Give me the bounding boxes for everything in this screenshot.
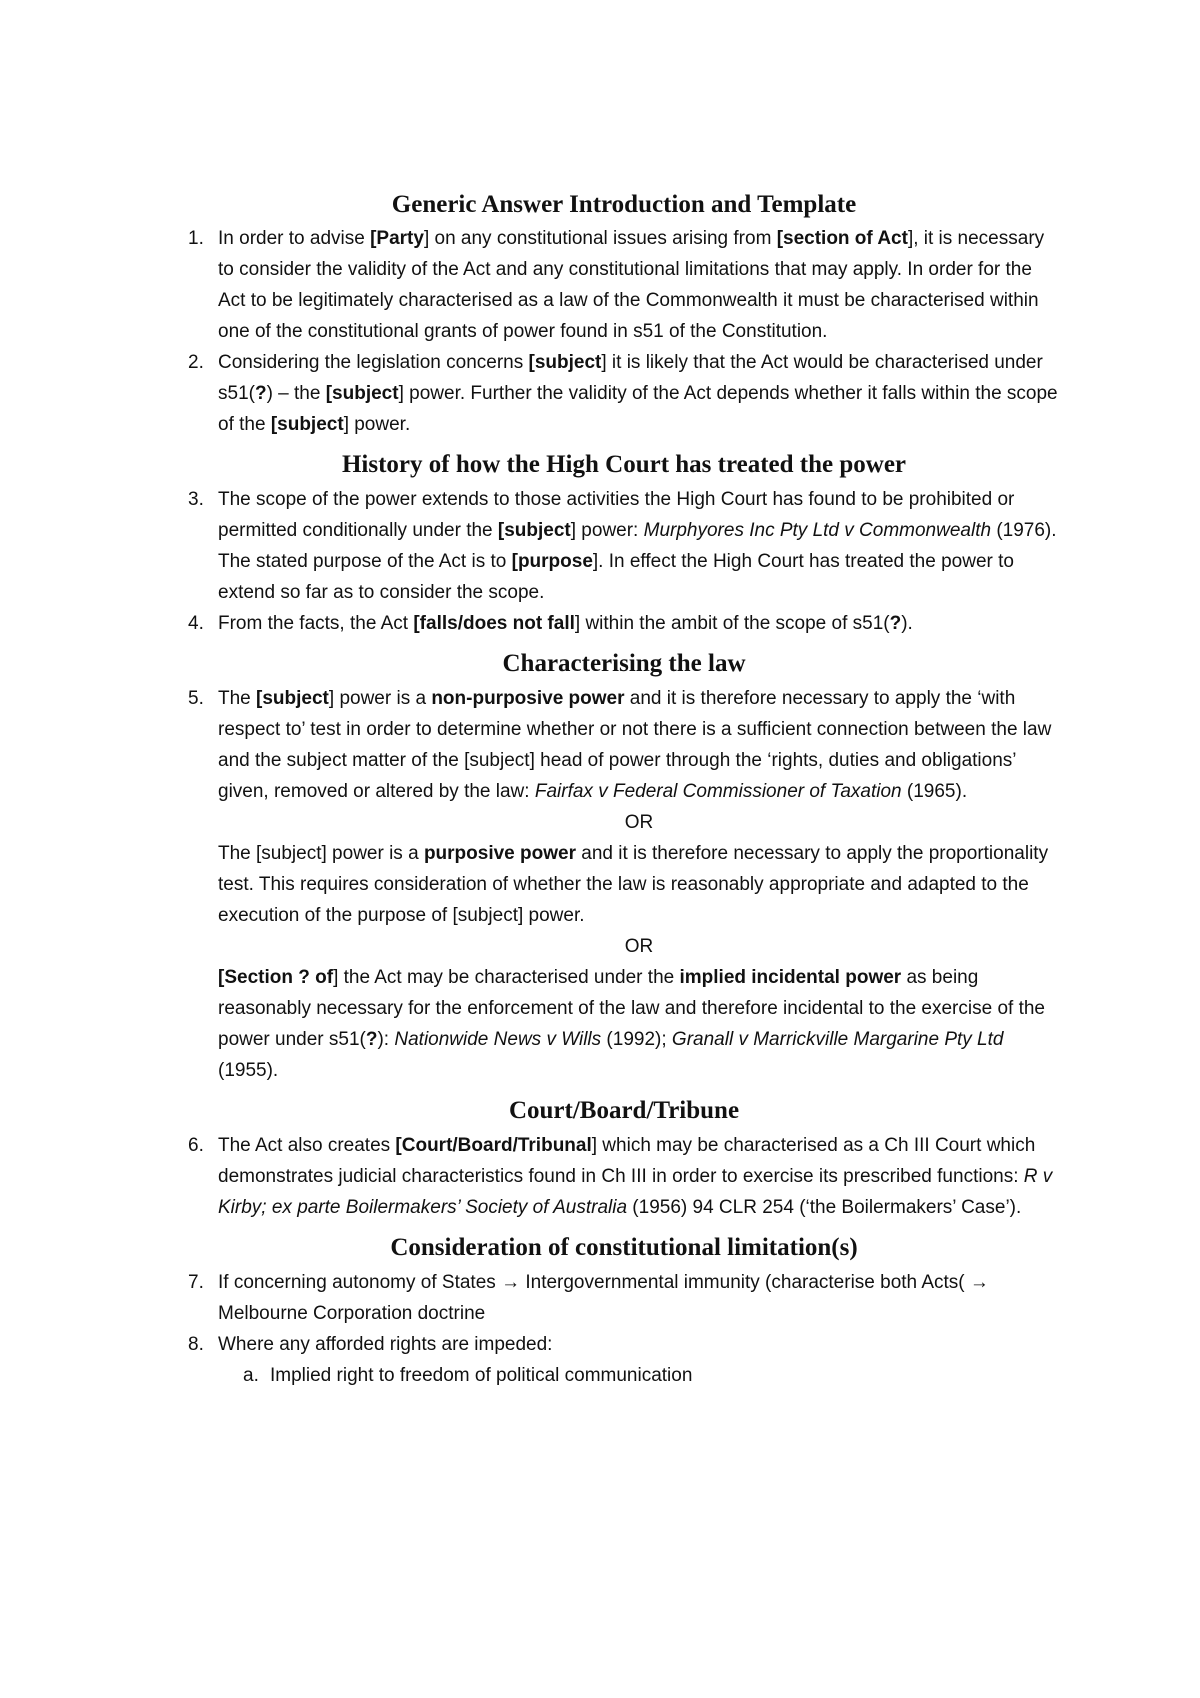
document-body [188,190,1060,1391]
case-citation: Nationwide News v Wills [394,1029,602,1050]
heading-history: History of how the High Court has treated the power [341,451,907,478]
paragraph-incidental: [Section ? of] the Act may be characterised under the implied incidental power as being reasonably necessary for the enforcement of the law and therefore incidental to the exercise of the power under s51(?): Nationwide News v Wills (1992); Granall v Marrickville Margarine Pty Ltd (1955). [218,967,1045,1081]
case-citation: Granall v Marrickville Margarine Pty Ltd [671,1029,1004,1050]
heading-court-board: Court/Board/Tribune [508,1097,740,1124]
item-number: 7. [188,1272,204,1293]
arrow-right-icon: → [969,1272,989,1293]
heading-characterising: Characterising the law [502,650,746,677]
list-item-5: 5. The [subject] power is a non-purposive power and it is therefore necessary to apply the ‘with respect to’ test in order to determine whether or not there is a sufficient connection between the law and the subject matter of the [subject] head of power through the ‘rights, duties and obligations’ given, removed or altered by the law: Fairfax v Federal Commissioner of Taxation (1965). [188,683,1060,807]
item-number: 2. [188,352,204,373]
item-number: 1. [188,228,204,249]
item-number: 4. [188,613,204,634]
list-item-1: 1. In order to advise [Party] on any constitutional issues arising from [section of Act], it is necessary to consider the validity of the Act and any constitutional limitations that may apply. In order for the Act to be legitimately characterised as a law of the Commonwealth it must be characterised within one of the constitutional grants of power found in s51 of the Constitution. [188,223,1060,347]
list-item-8: 8. Where any afforded rights are impeded: [188,1329,1060,1360]
item-number: 6. [188,1135,204,1156]
arrow-right-icon: → [501,1272,521,1293]
item-number: 3. [188,489,204,510]
list-item-4: 4. From the facts, the Act [falls/does not fall] within the ambit of the scope of s51(?). [188,608,1060,639]
item-number: 5. [188,688,204,709]
list-item-3: 3. The scope of the power extends to those activities the High Court has found to be prohibited or permitted conditionally under the [subject] power: Murphyores Inc Pty Ltd v Commonwealth (1976). The stated purpose of the Act is to [purpose]. In effect the High Court has treated the power to extend so far as to consider the scope. [188,484,1060,608]
or-separator: OR [624,812,654,833]
item-number: 8. [188,1334,204,1355]
list-item-6: 6. The Act also creates [Court/Board/Tribunal] which may be characterised as a Ch III Court which demonstrates judicial characteristics found in Ch III in order to exercise its prescribed functions: R v Kirby; ex parte Boilermakers’ Society of Australia (1956) 94 CLR 254 (‘the Boilermakers’ Case’). [188,1130,1060,1223]
item-letter: a. [243,1365,259,1386]
case-citation: Fairfax v Federal Commissioner of Taxation [534,781,902,802]
list-item-2: 2. Considering the legislation concerns [subject] it is likely that the Act would be characterised under s51(?) – the [subject] power. Further the validity of the Act depends whether it falls within the scope of the [subject] power. [188,347,1060,440]
heading-generic-answer: Generic Answer Introduction and Template [391,191,857,218]
paragraph-purposive: The [subject] power is a purposive power and it is therefore necessary to apply the proportionality test. This requires consideration of whether the law is reasonably appropriate and adapted to the execution of the purpose of [subject] power. [218,843,1049,926]
list-item-7: 7. If concerning autonomy of States → Intergovernmental immunity (characterise both Acts( → Melbourne Corporation doctrine [188,1267,1060,1329]
case-citation: R v Kirby; ex parte Boilermakers’ Society of Australia [218,1166,1053,1218]
heading-limitations: Consideration of constitutional limitation(s) [390,1234,858,1261]
list-subitem-a: a. Implied right to freedom of political communication [188,1360,1060,1391]
case-citation: Murphyores Inc Pty Ltd v Commonwealth [643,520,992,541]
or-separator: OR [624,936,654,957]
